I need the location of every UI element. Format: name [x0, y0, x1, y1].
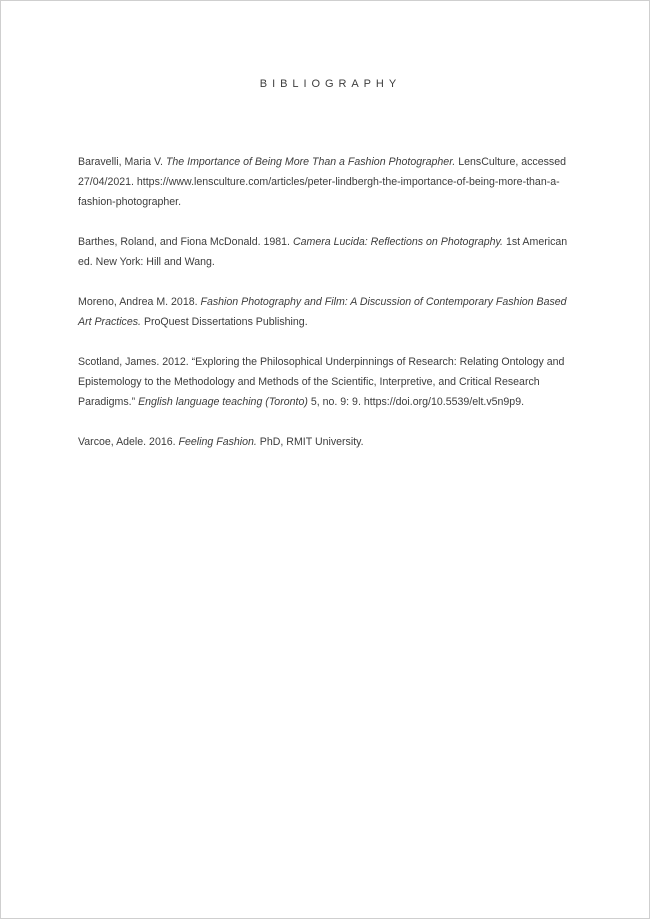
entry-text: Scotland, James. 2012. “Exploring the Philosophical Underpinnings of Research: Relating Ontology and Epistemology to the Methodology and Methods of the Scientific, Interpretive, and Critical Research Paradigms.”: [78, 356, 565, 408]
entry-work-title: Camera Lucida: Reflections on Photography.: [292, 236, 503, 248]
entry-text: 5, no. 9: 9. https://doi.org/10.5539/elt.v5n9p9.: [307, 396, 525, 408]
entry-text: Barthes, Roland, and Fiona McDonald. 1981.: [78, 236, 293, 248]
entry-work-title: English language teaching (Toronto): [138, 396, 308, 408]
entry-text: Varcoe, Adele. 2016.: [78, 436, 179, 448]
bibliography-entry: [78, 232, 578, 272]
bibliography-entry: [78, 432, 578, 452]
entry-work-title: The Importance of Being More Than a Fashion Photographer.: [165, 156, 456, 168]
page-title: BIBLIOGRAPHY: [259, 78, 402, 90]
entry-text: Moreno, Andrea M. 2018.: [78, 296, 201, 308]
entry-work-title: Fashion Photography and Film: A Discussion of Contemporary Fashion Based Art Practices.: [78, 296, 567, 328]
bibliography-entry: [78, 152, 578, 212]
bibliography-entry: [78, 292, 578, 332]
entry-text: ProQuest Dissertations Publishing.: [141, 316, 308, 328]
bibliography-list: [78, 152, 578, 452]
entry-text: Baravelli, Maria V.: [78, 156, 166, 168]
entry-text: PhD, RMIT University.: [256, 436, 364, 448]
entry-text: LensCulture, accessed 27/04/2021. https://www.lensculture.com/articles/peter-lindbergh-the-importance-of-being-more-than-a-fashion-photographer.: [78, 156, 566, 208]
entry-work-title: Feeling Fashion.: [178, 436, 257, 448]
bibliography-entry: [78, 352, 578, 412]
entry-text: 1st American ed. New York: Hill and Wang.: [78, 236, 568, 268]
